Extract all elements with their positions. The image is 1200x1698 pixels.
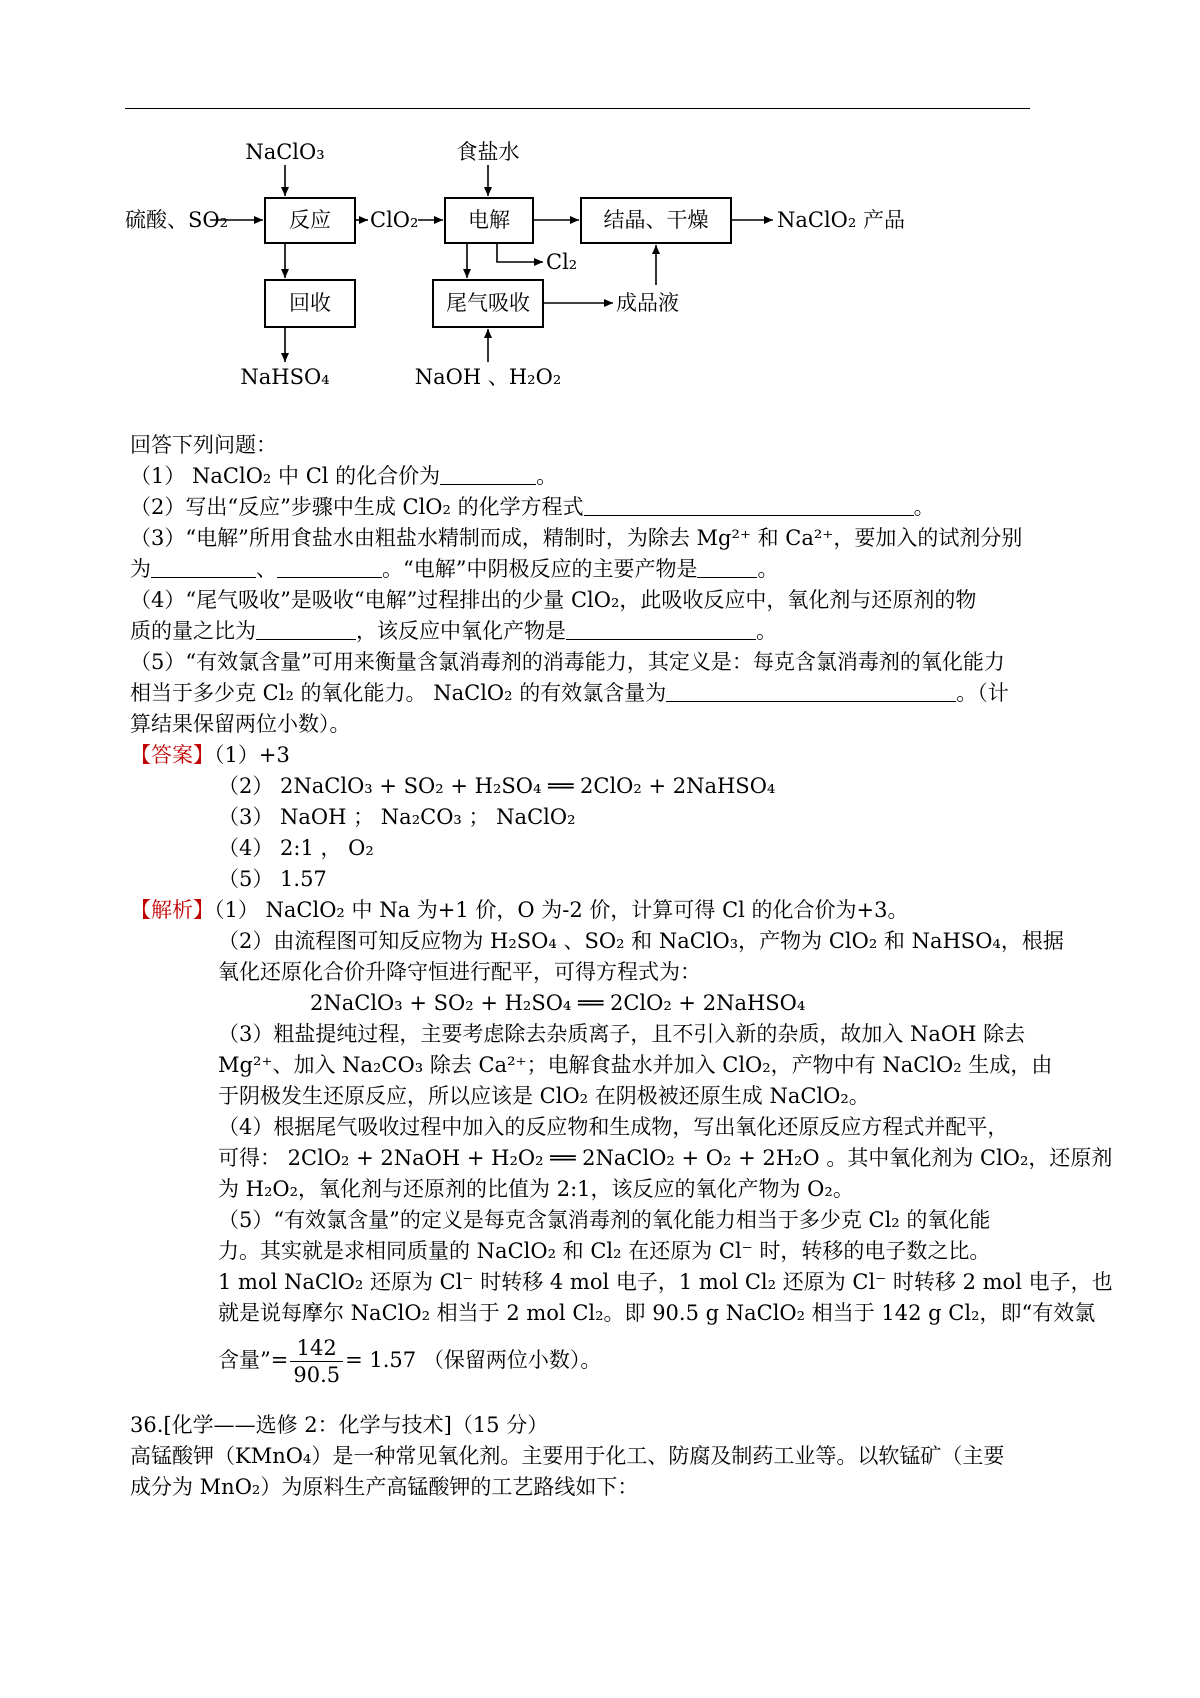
analysis-3-line3: 于阴极发生还原反应，所以应该是 ClO₂ 在阴极被还原生成 NaClO₂。 xyxy=(218,1084,870,1108)
analysis-3-line2: Mg²⁺、加入 Na₂CO₃ 除去 Ca²⁺；电解食盐水并加入 ClO₂，产物中有 NaClO₂ 生成，由 xyxy=(218,1053,1053,1077)
answer-1: 【答案】（1）+3 xyxy=(130,743,290,767)
cl2-label: Cl₂ xyxy=(546,250,578,274)
answer-3: （3） NaOH ； Na₂CO₃ ； NaClO₂ xyxy=(218,805,576,829)
analysis-4-line1: （4）根据尾气吸收过程中加入的反应物和生成物，写出氧化还原反应方程式并配平， xyxy=(218,1115,1009,1139)
analysis-5-line3: 1 mol NaClO₂ 还原为 Cl⁻ 时转移 4 mol 电子，1 mol Cl₂ 还原为 Cl⁻ 时转移 2 mol 电子，也 xyxy=(218,1270,1113,1294)
recovery-box-label: 回收 xyxy=(289,291,331,315)
analysis-5-formula: 含量”= $\frac{142}{90.5}$ = 1.57 （保留两位小数）。 xyxy=(218,1336,602,1387)
intro-line: 回答下列问题： xyxy=(130,433,277,457)
product-label: NaClO₂ 产品 xyxy=(777,208,905,232)
naclo3-input-label: NaClO₃ xyxy=(245,140,325,164)
analysis-4-line3: 为 H₂O₂，氧化剂与还原剂的比值为 2:1，该反应的氧化产物为 O₂。 xyxy=(218,1177,854,1201)
naoh-h2o2-input-label: NaOH 、H₂O₂ xyxy=(414,365,562,389)
question-36-line1: 高锰酸钾（KMnO₄）是一种常见氧化剂。主要用于化工、防腐及制药工业等。以软锰矿（主要 xyxy=(130,1444,1005,1468)
question-3-line2: 为 、 。“电解”中阴极反应的主要产物是 。 xyxy=(130,557,779,581)
nahso4-label: NaHSO₄ xyxy=(240,365,330,389)
answer-blank-5 xyxy=(666,679,956,702)
question-36-line2: 成分为 MnO₂）为原料生产高锰酸钾的工艺路线如下： xyxy=(130,1475,639,1499)
answer-blank-1 xyxy=(440,462,536,485)
product-liquid-label: 成品液 xyxy=(616,291,679,315)
electrolysis-box-label: 电解 xyxy=(468,208,510,232)
acid-so2-input-label: 硫酸、SO₂ xyxy=(125,208,229,232)
top-rule xyxy=(125,108,1030,109)
analysis-4-line2: 可得： 2ClO₂ + 2NaOH + H₂O₂ ══ 2NaClO₂ + O₂ + 2H₂O 。其中氧化剂为 ClO₂，还原剂 xyxy=(218,1146,1113,1170)
tail-gas-box-label: 尾气吸收 xyxy=(446,291,530,315)
analysis-tag: 【解析】 xyxy=(130,898,214,922)
fraction: $\frac{142}{90.5}$ xyxy=(290,1335,343,1388)
answer-5: （5） 1.57 xyxy=(218,867,327,891)
question-5-line3: 算结果保留两位小数）。 xyxy=(130,712,351,736)
answer-tag: 【答案】 xyxy=(130,743,214,767)
answer-blank-3c xyxy=(697,555,757,578)
answer-blank-3b xyxy=(277,555,382,578)
question-5-line2: 相当于多少克 Cl₂ 的氧化能力。 NaClO₂ 的有效氯含量为 。（计 xyxy=(130,681,1009,705)
question-2: （2）写出“反应”步骤中生成 ClO₂ 的化学方程式 。 xyxy=(130,495,935,519)
answer-blank-2 xyxy=(584,493,914,516)
arrow-electrolysis-cl2 xyxy=(497,244,543,262)
analysis-5-line1: （5）“有效氯含量”的定义是每克含氯消毒剂的氧化能力相当于多少克 Cl₂ 的氧化能 xyxy=(218,1208,991,1232)
question-4-line1: （4）“尾气吸收”是吸收“电解”过程排出的少量 ClO₂，此吸收反应中，氧化剂与还原剂的物 xyxy=(130,588,977,612)
answer-2: （2） 2NaClO₃ + SO₂ + H₂SO₄ ══ 2ClO₂ + 2NaHSO₄ xyxy=(218,774,776,798)
answer-blank-4b xyxy=(566,617,756,640)
analysis-5-line4: 就是说每摩尔 NaClO₂ 相当于 2 mol Cl₂。即 90.5 g NaClO₂ 相当于 142 g Cl₂，即“有效氯 xyxy=(218,1301,1096,1325)
problem-body xyxy=(130,430,1113,1503)
analysis-1: 【解析】（1） NaClO₂ 中 Na 为+1 价，O 为-2 价，计算可得 Cl 的化合价为+3。 xyxy=(130,898,909,922)
answer-4: （4） 2:1 ， O₂ xyxy=(218,836,374,860)
answer-blank-4a xyxy=(256,617,356,640)
answer-blank-3a xyxy=(151,555,256,578)
salt-water-input-label: 食盐水 xyxy=(456,140,520,164)
question-36-title: 36.[化学——选修 2：化学与技术]（15 分） xyxy=(130,1413,549,1437)
analysis-2-line1: （2）由流程图可知反应物为 H₂SO₄ 、SO₂ 和 NaClO₃，产物为 ClO₂ 和 NaHSO₄，根据 xyxy=(218,929,1064,953)
crystallize-dry-box-label: 结晶、干燥 xyxy=(603,208,709,232)
question-3-line1: （3）“电解”所用食盐水由粗盐水精制而成，精制时，为除去 Mg²⁺ 和 Ca²⁺，要加入的试剂分别 xyxy=(130,526,1023,550)
question-4-line2: 质的量之比为 ，该反应中氧化产物是 。 xyxy=(130,619,777,643)
question-5-line1: （5）“有效氯含量”可用来衡量含氯消毒剂的消毒能力，其定义是：每克含氯消毒剂的氧化能力 xyxy=(130,650,1005,674)
process-flow-diagram xyxy=(125,140,1025,430)
analysis-3-line1: （3）粗盐提纯过程，主要考虑除去杂质离子，且不引入新的杂质，故加入 NaOH 除去 xyxy=(218,1022,1026,1046)
clo2-label: ClO₂ xyxy=(370,208,419,232)
analysis-2-line2: 氧化还原化合价升降守恒进行配平，可得方程式为： xyxy=(218,960,701,984)
reaction-box-label: 反应 xyxy=(289,208,331,232)
question-1: （1） NaClO₂ 中 Cl 的化合价为 。 xyxy=(130,464,558,488)
analysis-2-equation: 2NaClO₃ + SO₂ + H₂SO₄ ══ 2ClO₂ + 2NaHSO₄ xyxy=(310,991,806,1015)
analysis-5-line2: 力。其实就是求相同质量的 NaClO₂ 和 Cl₂ 在还原为 Cl⁻ 时，转移的电子数之比。 xyxy=(218,1239,991,1263)
